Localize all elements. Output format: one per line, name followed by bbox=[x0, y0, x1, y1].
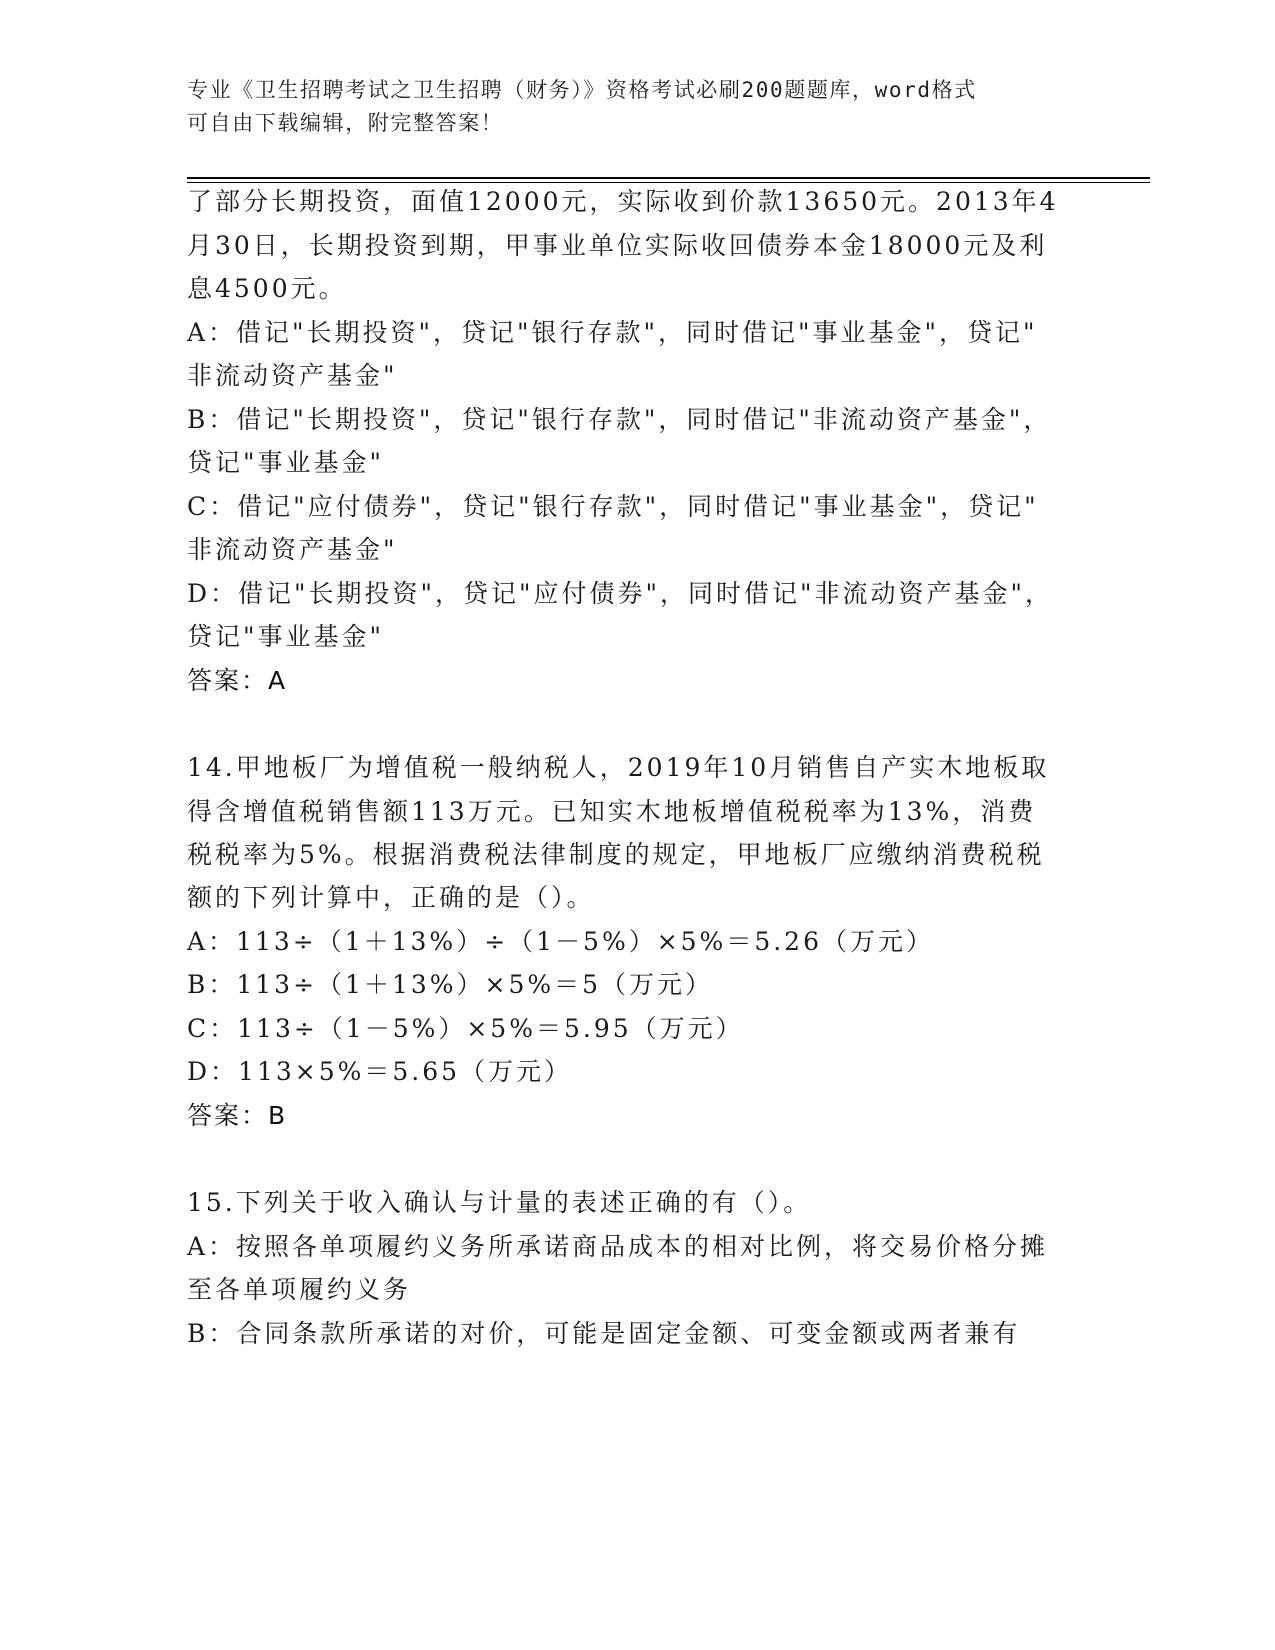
q15-option-b: B：合同条款所承诺的对价，可能是固定金额、可变金额或两者兼有 bbox=[187, 1319, 1021, 1348]
q14-stem-line-3: 税税率为5%。根据消费税法律制度的规定，甲地板厂应缴纳消费税税 bbox=[187, 840, 1045, 869]
q13-option-c-line-1: C：借记"应付债券"，贷记"银行存款"，同时借记"事业基金"，贷记" bbox=[187, 492, 1039, 521]
q14-answer: 答案：B bbox=[187, 1101, 288, 1130]
q14-option-b: B：113÷（1＋13%）×5%＝5（万元） bbox=[187, 970, 714, 999]
q14-stem-line-2: 得含增值税销售额113万元。已知实木地板增值税税率为13%，消费 bbox=[187, 797, 1037, 826]
page-header-line-1: 专业《卫生招聘考试之卫生招聘（财务）》资格考试必刷200题题库，word格式 bbox=[187, 78, 977, 102]
q13-option-a-line-2: 非流动资产基金" bbox=[187, 361, 398, 390]
q14-stem-line-4: 额的下列计算中，正确的是（）。 bbox=[187, 883, 595, 912]
q13-stem-line-2: 月30日，长期投资到期，甲事业单位实际收回债券本金18000元及利 bbox=[187, 231, 1048, 260]
q13-option-b-line-2: 贷记"事业基金" bbox=[187, 448, 384, 477]
q13-stem-line-3: 息4500元。 bbox=[187, 274, 347, 303]
q14-option-c: C：113÷（1－5%）×5%＝5.95（万元） bbox=[187, 1014, 744, 1043]
q15-stem-line-1: 15.下列关于收入确认与计量的表述正确的有（）。 bbox=[187, 1188, 812, 1217]
q13-option-c-line-2: 非流动资产基金" bbox=[187, 535, 398, 564]
q14-option-a: A：113÷（1＋13%）÷（1－5%）×5%＝5.26（万元） bbox=[187, 927, 934, 956]
q13-option-a-line-1: A：借记"长期投资"，贷记"银行存款"，同时借记"事业基金"，贷记" bbox=[187, 318, 1038, 347]
header-rule-thick bbox=[187, 177, 1150, 179]
q13-option-b-line-1: B：借记"长期投资"，贷记"银行存款"，同时借记"非流动资产基金"， bbox=[187, 405, 1052, 434]
q13-option-d-line-2: 贷记"事业基金" bbox=[187, 622, 384, 651]
q15-option-a-line-1: A：按照各单项履约义务所承诺商品成本的相对比例，将交易价格分摊 bbox=[187, 1232, 1049, 1261]
page-header-line-2: 可自由下载编辑，附完整答案！ bbox=[187, 111, 504, 135]
q15-option-a-line-2: 至各单项履约义务 bbox=[187, 1275, 412, 1304]
q13-option-d-line-1: D：借记"长期投资"，贷记"应付债券"，同时借记"非流动资产基金"， bbox=[187, 579, 1054, 608]
q14-stem-line-1: 14.甲地板厂为增值税一般纳税人，2019年10月销售自产实木地板取 bbox=[187, 753, 1050, 782]
q13-answer: 答案：A bbox=[187, 666, 288, 695]
q13-stem-line-1: 了部分长期投资，面值12000元，实际收到价款13650元。2013年4 bbox=[187, 187, 1059, 216]
q14-option-d: D：113×5%＝5.65（万元） bbox=[187, 1057, 573, 1086]
